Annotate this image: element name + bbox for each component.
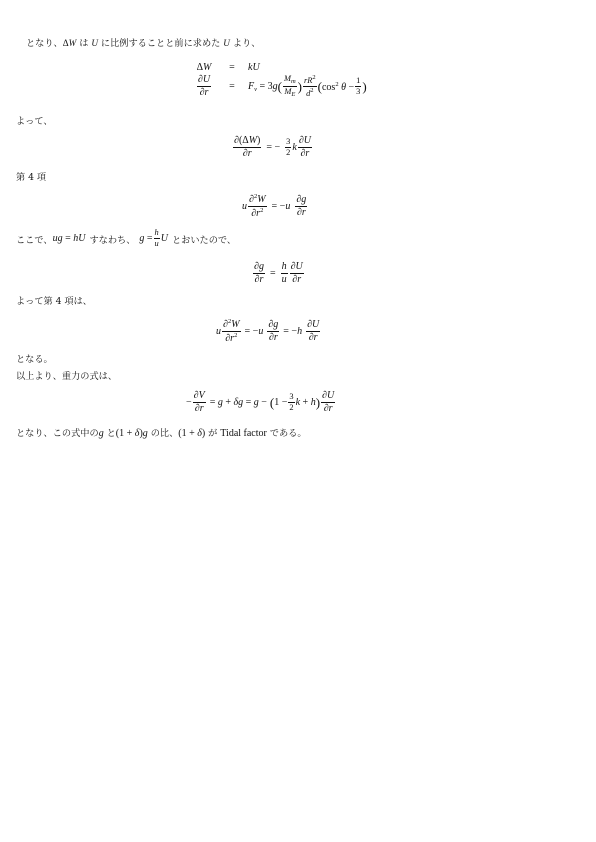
equation-delta-w: ΔW = kU <box>196 62 260 73</box>
equation-fourth-term: u $\frac{\partial^2W}{\partial r^2}$ = −u $\frac{\partial g}{\partial r}$ <box>242 193 307 219</box>
paragraph-substitution: ここで、 ug = hU すなわち、 g = $\frac{h}{u}$ U とおいたので、 <box>16 228 237 248</box>
equation-dg-dr: $\frac{\partial g}{\partial r}$ = $\frac{h}{u}$ $\frac{\partial U}{\partial r}$ <box>254 261 303 285</box>
equation-fourth-term-result: u $\frac{\partial^2W}{\partial r^2}$ = −u $\frac{\partial g}{\partial r}$ = −h $\frac{\partial U}{\partial r}$ <box>216 318 320 344</box>
paragraph-becomes: となる。 <box>16 354 53 365</box>
equation-d-delta-w: $\frac{\partial(\Delta W)}{\partial r}$ = − $\frac{3}{2}$ k $\frac{\partial U}{\partial r}$ <box>234 135 311 159</box>
paragraph-gravity-intro: 以上より、重力の式は、 <box>16 371 118 382</box>
paragraph-fourth-term-result: よって第 4 項は、 <box>16 296 92 307</box>
paragraph-therefore: よって、 <box>16 116 53 127</box>
equation-gravity: − $\frac{\partial V}{\partial r}$ = g + δg = g − ( 1 − $\frac{3}{2}$ k + h ) $\frac{\partial U}{\partial r}$ <box>186 390 335 414</box>
paragraph-intro: となり、ΔW は U に比例することと前に求めた U より、 <box>26 38 261 49</box>
paragraph-tidal-factor: となり、この式中のg と(1 + δ)g の比、(1 + δ) が Tidal factor である。 <box>16 428 307 439</box>
paragraph-fourth-term: 第 4 項 <box>16 172 47 183</box>
equation-du-dr: $\frac{\partial U}{\partial r}$ = $F_v = 3g$ ( $\frac{M_m}{M_E}$ ) $\frac{rR^2}{d^2}$ ( $\cos^2 \theta$ − $\frac{1}{3}$ ) <box>197 74 367 98</box>
